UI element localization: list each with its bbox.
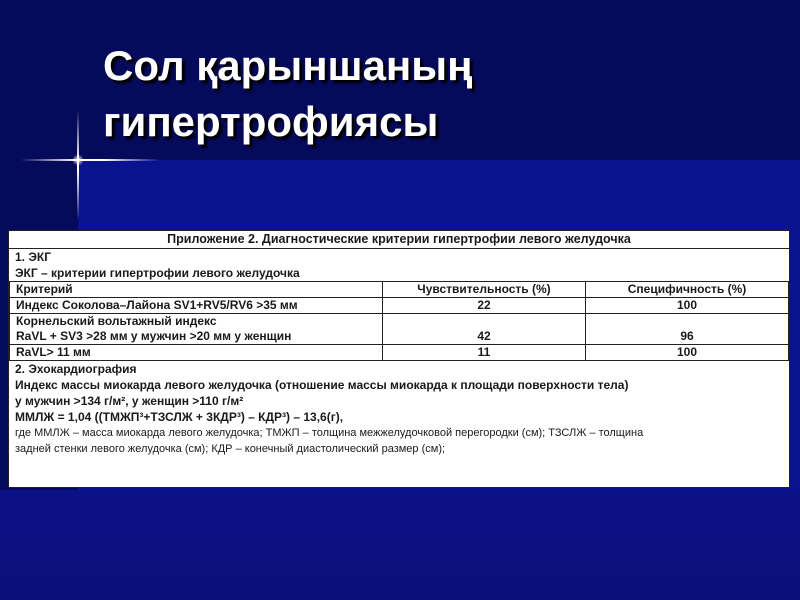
table-row [10, 298, 789, 314]
section-1-title: 1. ЭКГ [15, 250, 52, 264]
slide-title-line-1: Сол қарыншаның [103, 42, 473, 89]
light-flare-horizontal [20, 159, 160, 161]
table-cell-sensitivity: 11 [383, 345, 586, 361]
table-cell-criterion-line-1: Корнельский вольтажный индекс [16, 314, 217, 328]
formula-legend-line-2: задней стенки левого желудочка (см); КДР – конечный диастолический размер (см); [15, 443, 446, 455]
mass-formula: ММЛЖ = 1,04 ((ТМЖП³+ТЗСЛЖ + 3КДР³) – КДР³) – 13,6(г), [15, 410, 344, 424]
table-cell-specificity: 100 [586, 345, 789, 361]
table-header-row [10, 282, 789, 298]
section-2-title: 2. Эхокардиография [15, 362, 137, 376]
table-cell-criterion: Индекс Соколова–Лайона SV1+RV5/RV6 >35 мм [10, 298, 383, 314]
slide-title [103, 38, 783, 150]
slide-title-line-2: гипертрофиясы [103, 98, 439, 145]
formula-legend-line-1: где ММЛЖ – масса миокарда левого желудочка; ТМЖП – толщина межжелудочковой перегородки (см); ТЗСЛЖ – толщина [15, 427, 644, 439]
table-header: Критерий [10, 282, 383, 298]
table-cell-criterion: RaVL> 11 мм [10, 345, 383, 361]
table-cell-criterion-line-2: RaVL + SV3 >28 мм у мужчин >20 мм у женщин [16, 329, 292, 343]
echo-text-line-2: у мужчин >134 г/м², у женщин >110 г/м² [15, 394, 244, 408]
table-cell-sensitivity: 42 [383, 314, 586, 345]
table-header: Специфичность (%) [586, 282, 789, 298]
section-1-subtitle: ЭКГ – критерии гипертрофии левого желудочка [15, 266, 300, 280]
criteria-table [9, 281, 789, 361]
table-cell-sensitivity: 22 [383, 298, 586, 314]
document-heading: Приложение 2. Диагностические критерии гипертрофии левого желудочка [9, 231, 789, 249]
table-row [10, 314, 789, 345]
table-row [10, 345, 789, 361]
table-cell-specificity: 100 [586, 298, 789, 314]
background-bottom [0, 490, 800, 600]
light-flare-center [72, 154, 84, 166]
table-header: Чувствительность (%) [383, 282, 586, 298]
document-image [8, 230, 790, 488]
table-cell-criterion [10, 314, 383, 345]
echo-text-line-1: Индекс массы миокарда левого желудочка (отношение массы миокарда к площади поверхности тела) [15, 378, 629, 392]
table-cell-specificity: 96 [586, 314, 789, 345]
